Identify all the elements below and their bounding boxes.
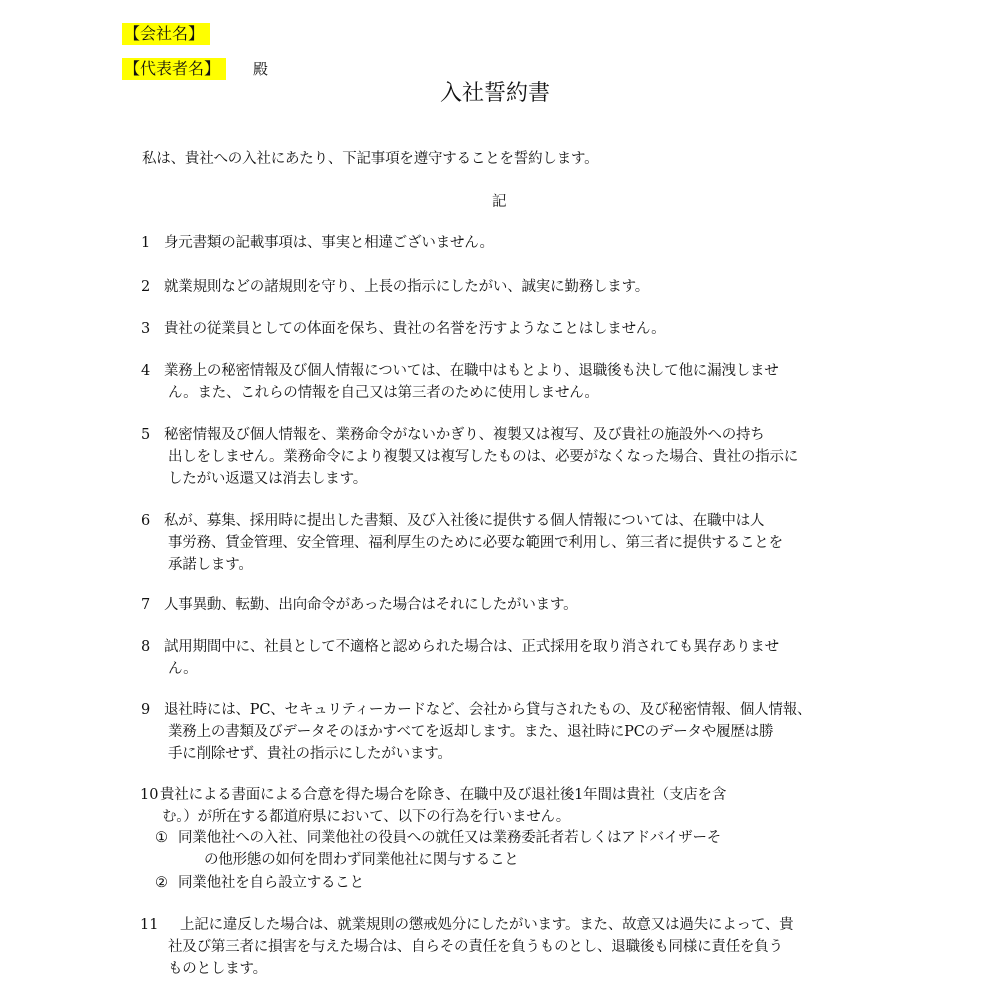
item-3-line-1: 貴社の従業員としての体面を保ち、貴社の名誉を汚すようなことはしません。 — [164, 321, 666, 337]
document-title: 入社誓約書 — [440, 81, 551, 106]
item-5 — [164, 424, 798, 490]
honorific-label: 殿 — [253, 60, 268, 78]
item-4-line-2: ん。また、これらの情報を自己又は第三者のために使用しません。 — [168, 385, 599, 401]
item-2-line-1: 就業規則などの諸規則を守り、上長の指示にしたがい、誠実に勤務します。 — [164, 279, 650, 295]
item-1 — [164, 232, 494, 254]
item-4 — [164, 360, 779, 404]
item-6-line-1: 私が、募集、採用時に提出した書類、及び入社後に提供する個人情報については、在職中は人 — [164, 513, 765, 529]
sub-item-2-line-1: 同業他社を自ら設立すること — [178, 875, 364, 891]
company-name-placeholder: 【会社名】 — [122, 23, 210, 45]
item-5-line-2: 出しをしません。業務命令により複製又は複写したものは、必要がなくなった場合、貴社の指示に — [168, 449, 799, 465]
item-11 — [168, 914, 794, 980]
ki-marker: 記 — [492, 194, 507, 210]
item-8-line-2: ん。 — [168, 661, 198, 677]
item-11-line-2: 社及び第三者に損害を与えた場合は、自らその責任を負うものとし、退職後も同様に責任を負う — [168, 939, 783, 955]
item-6-line-3: 承諾します。 — [168, 557, 253, 573]
item-number-11: 11 — [140, 917, 159, 933]
item-9-line-2: 業務上の書類及びデータそのほかすべてを返却します。また、退社時にPCのデータや履歴は勝 — [168, 724, 774, 740]
item-8-line-1: 試用期間中に、社員として不適格と認められた場合は、正式採用を取り消されても異存ありませ — [164, 639, 779, 655]
item-4-line-1: 業務上の秘密情報及び個人情報については、在職中はもとより、退職後も決して他に漏洩しませ — [164, 363, 779, 379]
item-9 — [164, 699, 811, 765]
item-number-10: 10 — [140, 787, 159, 803]
item-number-9: 9 — [141, 702, 151, 718]
item-9-line-1: 退社時には、PC、セキュリティーカードなど、会社から貸与されたもの、及び秘密情報、個人情報、 — [164, 702, 812, 718]
item-number-1: 1 — [141, 235, 151, 251]
representative-name-placeholder: 【代表者名】 — [122, 58, 226, 80]
item-3 — [164, 318, 665, 340]
sub-item-1 — [178, 827, 721, 871]
item-5-line-3: したがい返還又は消去します。 — [168, 471, 368, 487]
item-7 — [164, 594, 577, 616]
item-number-6: 6 — [141, 513, 151, 529]
item-11-line-3: ものとします。 — [168, 961, 267, 977]
item-10 — [160, 784, 726, 828]
item-5-line-1: 秘密情報及び個人情報を、業務命令がないかぎり、複製又は複写、及び貴社の施設外への持ち — [164, 427, 765, 443]
item-7-line-1: 人事異動、転勤、出向命令があった場合はそれにしたがいます。 — [164, 597, 578, 613]
item-6-line-2: 事労務、賃金管理、安全管理、福利厚生のために必要な範囲で利用し、第三者に提供することを — [168, 535, 783, 551]
sub-item-mark-1: ① — [155, 830, 168, 846]
item-8 — [164, 636, 779, 680]
sub-item-2 — [178, 872, 364, 894]
item-9-line-3: 手に削除せず、貴社の指示にしたがいます。 — [168, 746, 452, 762]
sub-item-1-line-1: 同業他社への入社、同業他社の役員への就任又は業務委託者若しくはアドバイザーそ — [178, 830, 722, 846]
item-number-5: 5 — [141, 427, 151, 443]
item-number-3: 3 — [141, 321, 151, 337]
item-11-line-1: 上記に違反した場合は、就業規則の懲戒処分にしたがいます。また、故意又は過失によって、貴 — [180, 917, 794, 933]
item-2 — [164, 276, 649, 298]
item-6 — [164, 510, 783, 576]
item-1-line-1: 身元書類の記載事項は、事実と相違ございません。 — [164, 235, 494, 251]
sub-item-mark-2: ② — [155, 875, 168, 891]
item-number-2: 2 — [141, 279, 151, 295]
intro-statement: 私は、貴社への入社にあたり、下記事項を遵守することを誓約します。 — [142, 151, 599, 167]
sub-item-1-line-2: の他形態の如何を問わず同業他社に関与すること — [204, 852, 519, 868]
item-10-line-2: む。）が所在する都道府県において、以下の行為を行いません。 — [162, 809, 571, 825]
item-number-7: 7 — [141, 597, 151, 613]
item-10-line-1: 貴社による書面による合意を得た場合を除き、在職中及び退社後1年間は貴社（支店を含 — [160, 787, 727, 803]
item-number-8: 8 — [141, 639, 151, 655]
item-number-4: 4 — [141, 363, 151, 379]
